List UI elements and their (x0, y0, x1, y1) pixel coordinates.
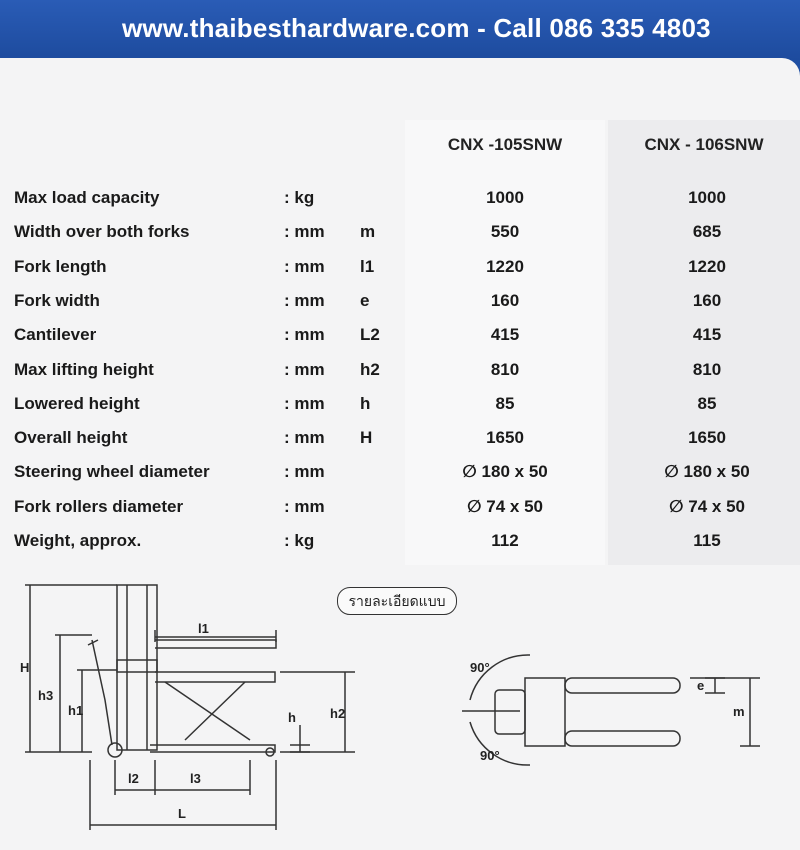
spec-symbol: L2 (360, 325, 380, 345)
spec-value-model-2: ∅ 74 x 50 (668, 496, 745, 516)
spec-unit: : kg (284, 188, 315, 207)
spec-value-model-2: 1650 (688, 428, 726, 448)
spec-symbol: e (360, 290, 370, 310)
spec-value-model-1: 810 (490, 359, 520, 379)
spec-label: Fork length (14, 256, 107, 276)
spec-unit: : mm (284, 325, 325, 345)
angle-label-top: 90° (470, 660, 490, 675)
spec-label: Weight, approx. (14, 531, 142, 550)
dim-label-m: m (733, 704, 745, 719)
spec-symbol: h (360, 393, 371, 413)
spec-label: Width over both forks (14, 222, 190, 242)
spec-value-model-2: 85 (697, 393, 717, 413)
model-header-1: CNX -105SNW (447, 135, 563, 154)
spec-unit: : mm (284, 496, 325, 516)
spec-label: Fork width (14, 290, 100, 310)
dim-label-l1: l1 (198, 621, 209, 636)
dim-label-L: L (178, 806, 186, 821)
spec-row (0, 525, 800, 557)
spec-symbol: H (360, 428, 373, 448)
spec-value-model-1: 160 (490, 290, 520, 310)
spec-value-model-1: ∅ 74 x 50 (466, 496, 543, 516)
spec-value-model-2: 1000 (688, 188, 726, 207)
spec-unit: : kg (284, 531, 315, 550)
spec-value-model-2: 415 (692, 325, 722, 345)
angle-label-bottom: 90° (480, 748, 500, 763)
dim-label-H: H (20, 660, 30, 675)
spec-row (0, 388, 800, 420)
spec-row (0, 182, 800, 214)
model-header-2: CNX - 106SNW (644, 135, 764, 154)
spec-unit: : mm (284, 393, 325, 413)
spec-label: Steering wheel diameter (14, 462, 210, 482)
pallet-truck-diagram (0, 570, 800, 850)
spec-value-model-1: ∅ 180 x 50 (462, 462, 548, 482)
spec-label: Lowered height (14, 393, 140, 413)
spec-value-model-2: 1220 (688, 256, 726, 276)
spec-row (0, 251, 800, 283)
dim-label-h3: h3 (38, 688, 54, 703)
spec-row (0, 319, 800, 351)
spec-row (0, 422, 800, 454)
spec-value-model-2: 115 (693, 531, 721, 550)
spec-value-model-2: 160 (692, 290, 722, 310)
spec-value-model-1: 112 (491, 531, 519, 550)
spec-label: Max load capacity (14, 188, 160, 207)
spec-value-model-1: 1000 (486, 188, 524, 207)
spec-unit: : mm (284, 359, 325, 379)
header-title: www.thaibesthardware.com - Call 086 335 4803 (122, 13, 711, 43)
spec-value-model-1: 550 (490, 222, 520, 242)
spec-value-model-2: 685 (692, 222, 722, 242)
spec-unit: : mm (284, 428, 325, 448)
dim-label-e: e (697, 678, 705, 693)
spec-row (0, 456, 800, 488)
spec-row (0, 491, 800, 523)
spec-row (0, 354, 800, 386)
spec-value-model-1: 415 (490, 325, 520, 345)
spec-value-model-2: 810 (692, 359, 722, 379)
spec-label: Cantilever (14, 325, 97, 345)
spec-value-model-1: 85 (495, 393, 515, 413)
spec-unit: : mm (284, 290, 325, 310)
spec-value-model-2: ∅ 180 x 50 (664, 462, 750, 482)
drawing-detail-label: รายละเอียดแบบ (337, 587, 457, 615)
dim-label-h2: h2 (330, 706, 346, 721)
dim-label-l3: l3 (190, 771, 201, 786)
spec-symbol: l1 (360, 256, 375, 276)
spec-label: Overall height (14, 428, 128, 448)
spec-label: Max lifting height (14, 359, 154, 379)
spec-symbol: m (360, 222, 376, 242)
spec-unit: : mm (284, 256, 325, 276)
spec-row (0, 285, 800, 317)
dim-label-h: h (288, 710, 296, 725)
dim-label-h1: h1 (68, 703, 84, 718)
spec-value-model-1: 1650 (486, 428, 524, 448)
spec-unit: : mm (284, 222, 325, 242)
dim-label-l2: l2 (128, 771, 139, 786)
spec-unit: : mm (284, 462, 325, 482)
spec-value-model-1: 1220 (486, 256, 524, 276)
spec-row (0, 216, 800, 248)
spec-label: Fork rollers diameter (14, 496, 184, 516)
spec-symbol: h2 (360, 359, 380, 379)
